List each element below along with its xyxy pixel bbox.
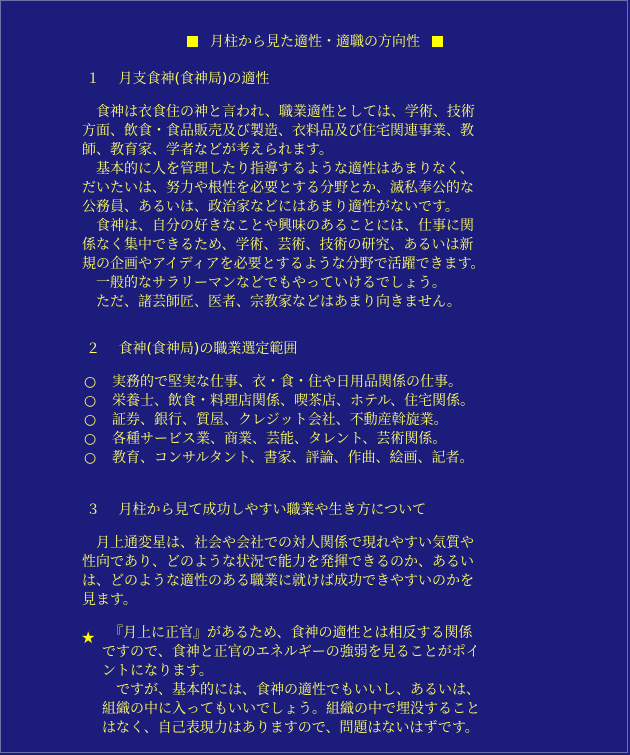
list-item bbox=[84, 392, 474, 411]
list-item bbox=[84, 449, 473, 468]
text-line: だいたいは、努力や根性を必要とする分野とか、滅私奉公的な bbox=[82, 180, 474, 196]
text-line: 性向であり、どのような状況で能力を発揮できるのか、あるい bbox=[82, 554, 474, 570]
list-item-text: 各種サービス業、商業、芸能、タレント、芸術関係。 bbox=[112, 431, 447, 447]
list-item bbox=[84, 373, 462, 392]
text-line: はなく、自己表現力はありますので、問題はないはずです。 bbox=[102, 720, 479, 736]
text-line: 『月上に正官』があるため、食神の適性とは相反する関係 bbox=[102, 625, 473, 641]
text-line: 食神は衣食住の神と言われ、職業適性としては、学術、技術 bbox=[82, 104, 475, 120]
list-item-text: 実務的で堅実な仕事、衣・食・住や日用品関係の仕事。 bbox=[112, 374, 462, 390]
list-item bbox=[84, 430, 446, 449]
text-line: 組織の中に入ってもいいでしょう。組織の中で埋没すること bbox=[102, 701, 480, 717]
page-title bbox=[0, 33, 630, 52]
circle-bullet-icon: ○ bbox=[84, 374, 97, 390]
square-bullet-icon bbox=[187, 36, 198, 47]
text-line: 見ます。 bbox=[82, 592, 137, 608]
text-line: ントになります。 bbox=[102, 663, 213, 679]
section2-heading bbox=[86, 340, 297, 359]
text-line: 公務員、あるいは、政治家などにはあまり適性がないです。 bbox=[82, 199, 459, 215]
circle-bullet-icon: ○ bbox=[84, 431, 97, 447]
text-line: は、どのような適性のある職業に就けば成功できやすいのかを bbox=[82, 573, 474, 589]
text-line: 月上通変星は、社会や会社での対人関係で現れやすい気質や bbox=[82, 535, 474, 551]
page-title-text: 月柱から見た適性・適職の方向性 bbox=[210, 34, 420, 50]
text-line: ただ、諸芸師匠、医者、宗教家などはあまり向きません。 bbox=[82, 294, 461, 310]
section1-heading bbox=[86, 70, 269, 89]
text-line: 基本的に人を管理したり指導するような適性はあまりなく、 bbox=[82, 161, 474, 177]
square-bullet-icon bbox=[432, 36, 443, 47]
circle-bullet-icon: ○ bbox=[84, 412, 97, 428]
list-item bbox=[84, 411, 448, 430]
text-line: 規の企画やアイディアを必要とするような分野で活躍できます。 bbox=[82, 256, 485, 272]
text-line: 係なく集中できるため、学術、芸術、技術の研究、あるいは新 bbox=[82, 237, 474, 253]
text-line: 方面、飲食・食品販売及び製造、衣料品及び住宅関連事業、教 bbox=[82, 123, 474, 139]
section2-heading-text: 食神(食神局)の職業選定範囲 bbox=[118, 341, 298, 357]
list-item-text: 証券、銀行、質屋、クレジット会社、不動産斡旋業。 bbox=[112, 412, 448, 428]
text-line: 一般的なサラリーマンなどでもやっていけるでしょう。 bbox=[82, 275, 446, 291]
list-item-text: 栄養士、飲食・料理店関係、喫茶店、ホテル、住宅関係。 bbox=[112, 393, 475, 409]
text-line: ですので、食神と正官のエネルギーの強弱を見ることがポイ bbox=[102, 644, 480, 660]
circle-bullet-icon: ○ bbox=[84, 450, 97, 466]
section2-number: ２ bbox=[86, 341, 100, 357]
circle-bullet-icon: ○ bbox=[84, 393, 97, 409]
section3-number: ３ bbox=[86, 502, 100, 518]
star-icon: ★ bbox=[81, 628, 96, 647]
section1-heading-text: 月支食神(食神局)の適性 bbox=[118, 71, 270, 87]
section1-number: １ bbox=[86, 71, 100, 87]
text-line: ですが、基本的には、食神の適性でもいいし、あるいは、 bbox=[102, 682, 480, 698]
section3-heading bbox=[86, 501, 426, 520]
list-item-text: 教育、コンサルタント、書家、評論、作曲、絵画、記者。 bbox=[112, 450, 474, 466]
text-line: 食神は、自分の好きなことや興味のあることには、仕事に関 bbox=[82, 218, 474, 234]
text-line: 師、教育家、学者などが考えられます。 bbox=[82, 142, 333, 158]
section3-heading-text: 月柱から見て成功しやすい職業や生き方について bbox=[118, 502, 427, 518]
